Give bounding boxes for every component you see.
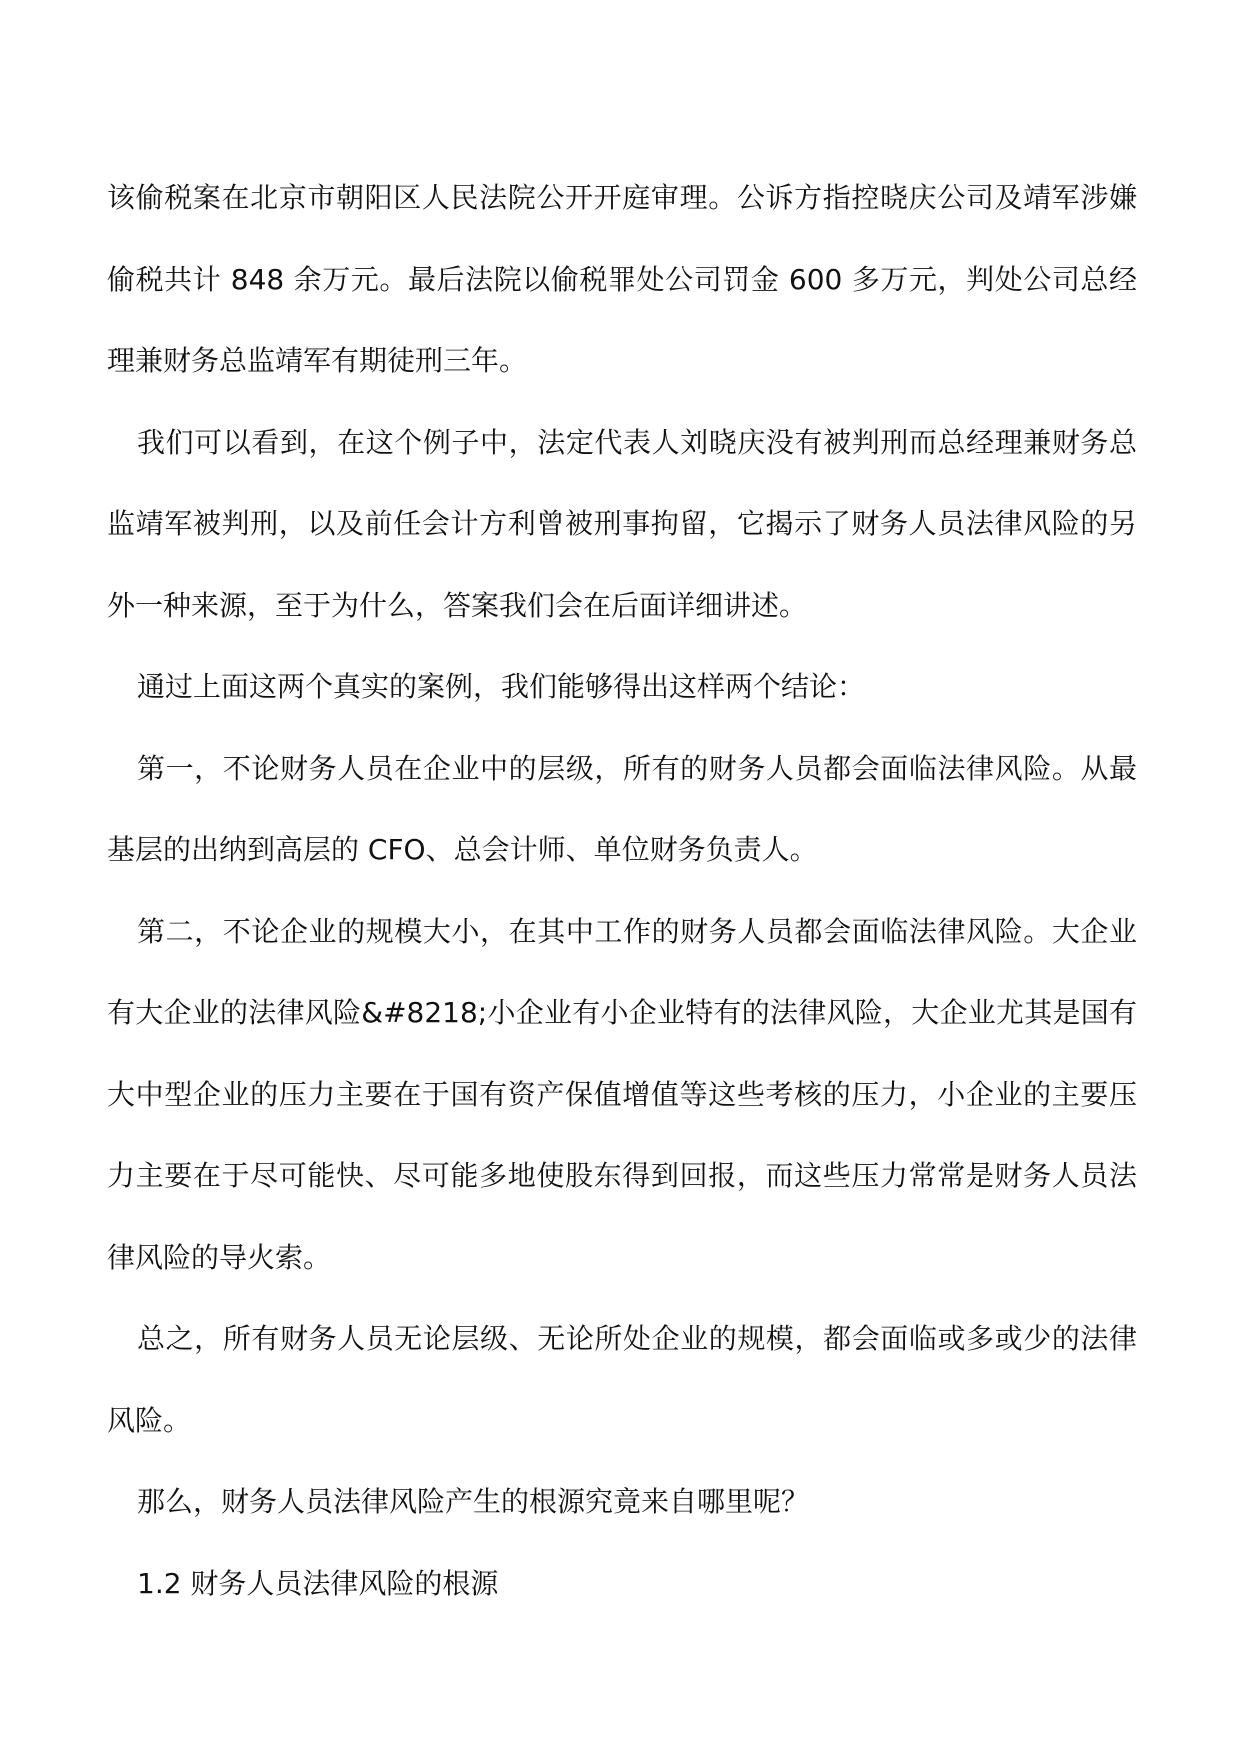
section-heading: 1.2 财务人员法律风险的根源: [137, 1566, 499, 1600]
paragraph-5: 第二，不论企业的规模大小，在其中工作的财务人员都会面临法律风险。大企业有大企业的法律风险&#8218;小企业有小企业特有的法律风险，大企业尤其是国有大中型企业的压力主要在于国有资产保值增值等这些考核的压力，小企业的主要压力主要在于尽可能快、尽可能多地使股东得到回报，而这些压力常常是财务人员法律风险的导火索。: [107, 914, 1137, 1274]
document-body: [107, 157, 1137, 1624]
paragraph-6: 总之，所有财务人员无论层级、无论所处企业的规模，都会面临或多或少的法律风险。: [107, 1322, 1137, 1437]
paragraph-3: 通过上面这两个真实的案例，我们能够得出这样两个结论：: [137, 670, 866, 703]
paragraph-7: 那么，财务人员法律风险产生的根源究竟来自哪里呢？: [137, 1485, 810, 1518]
paragraph-4: 第一，不论财务人员在企业中的层级，所有的财务人员都会面临法律风险。从最基层的出纳到高层的 CFO、总会计师、单位财务负责人。: [107, 751, 1137, 866]
paragraph-1: 该偷税案在北京市朝阳区人民法院公开开庭审理。公诉方指控晓庆公司及靖军涉嫌偷税共计 848 余万元。最后法院以偷税罪处公司罚金 600 多万元，判处公司总经理兼财务总监靖军有期徒刑三年。: [107, 181, 1137, 377]
paragraph-2: 我们可以看到，在这个例子中，法定代表人刘晓庆没有被判刑而总经理兼财务总监靖军被判刑，以及前任会计方利曾被刑事拘留，它揭示了财务人员法律风险的另外一种来源，至于为什么，答案我们会在后面详细讲述。: [107, 425, 1137, 622]
